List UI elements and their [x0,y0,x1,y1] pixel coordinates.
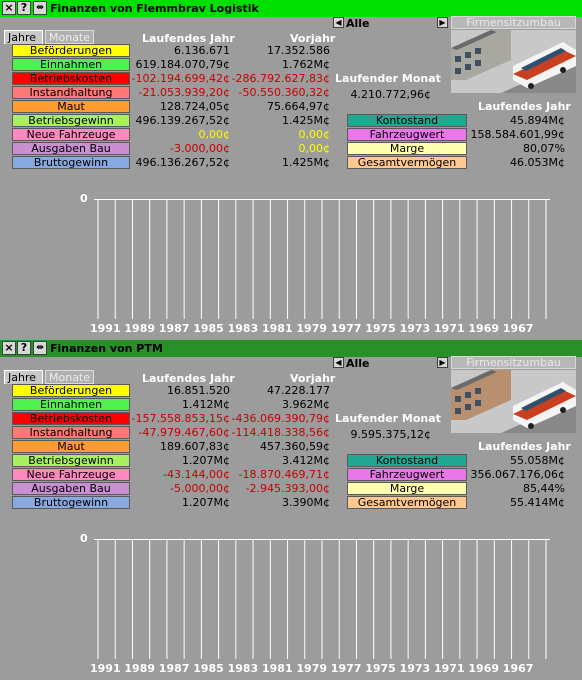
category-button[interactable]: Maut [12,440,130,453]
chart-x-tick: 1987 [158,322,190,335]
previous-year-value: -286.792.627,83¢ [231,72,330,85]
category-button[interactable]: Einnahmen [12,58,130,71]
summary-value: 80,07% [523,142,565,155]
previous-year-value: -18.870.469,71¢ [238,468,330,481]
chart-x-tick: 1981 [262,322,293,335]
category-button[interactable]: Beförderungen [12,384,130,397]
current-year-value: 128.724,05¢ [160,100,230,113]
summary-value: 55.058M¢ [510,454,565,467]
current-year-value: -5.000,00¢ [170,482,230,495]
chart-x-tick: 1975 [365,322,396,335]
chart-x-tick: 1967 [502,662,534,675]
category-button[interactable]: Neue Fahrzeuge [12,128,130,141]
current-year-header-right: Laufendes Jahr [478,100,571,113]
category-button[interactable]: Ausgaben Bau [12,142,130,155]
current-year-value: 16.851.520 [167,384,230,397]
current-year-value: -43.144,00¢ [163,468,230,481]
category-button[interactable]: Bruttogewinn [12,496,130,509]
current-year-value: -47.979.467,60¢ [138,426,230,439]
right-arrow-icon[interactable]: ▶ [437,17,448,28]
left-arrow-icon[interactable]: ◀ [333,357,344,368]
finance-chart [94,539,550,659]
chart-x-tick: 1977 [330,662,362,675]
current-month-value: 4.210.772,96¢ [350,88,431,101]
headquarters-picture [451,370,576,433]
previous-year-value: -114.418.338,56¢ [231,426,330,439]
header-previous-year: Vorjahr [290,32,336,45]
chart-x-tick: 1983 [227,322,259,335]
close-icon[interactable]: × [2,1,16,15]
summary-value: 158.584.601,99¢ [470,128,565,141]
chart-x-tick: 1985 [193,662,224,675]
header-current-year: Laufendes Jahr [142,32,235,45]
category-button[interactable]: Einnahmen [12,398,130,411]
current-year-value: 496.139.267,52¢ [135,114,230,127]
chart-x-tick: 1991 [90,322,121,335]
chart-x-tick: 1979 [296,322,328,335]
previous-year-value: 1.425M¢ [282,156,330,169]
help-icon[interactable]: ? [17,1,31,15]
current-year-value: 0,00¢ [198,128,230,141]
current-year-value: -21.053.939,20¢ [138,86,230,99]
summary-button[interactable]: Kontostand [347,114,467,127]
tab-months[interactable]: Monate [45,370,94,384]
category-button[interactable]: Instandhaltung [12,426,130,439]
category-button[interactable]: Betriebsgewinn [12,114,130,127]
left-arrow-icon[interactable]: ◀ [333,17,344,28]
current-year-value: 189.607,83¢ [160,440,230,453]
summary-value: 46.053M¢ [510,156,565,169]
chart-x-tick: 1987 [158,662,190,675]
chart-x-tick: 1967 [502,322,534,335]
previous-year-value: 3.390M¢ [282,496,330,509]
chart-x-tick: 1991 [90,662,121,675]
finance-window [0,340,582,680]
current-year-value: 496.136.267,52¢ [135,156,230,169]
category-button[interactable]: Bruttogewinn [12,156,130,169]
window-title: Finanzen von PTM [50,342,163,355]
tab-years[interactable]: Jahre [4,30,43,44]
summary-value: 45.894M¢ [510,114,565,127]
current-year-value: -157.558.853,15¢ [131,412,230,425]
chart-x-tick: 1977 [330,322,362,335]
previous-year-value: 0,00¢ [298,142,330,155]
summary-button[interactable]: Gesamtvermögen [347,156,467,169]
summary-value: 356.067.176,06¢ [470,468,565,481]
previous-year-value: 0,00¢ [298,128,330,141]
category-button[interactable]: Betriebskosten [12,72,130,85]
previous-year-value: 457.360,59¢ [260,440,330,453]
title-bar[interactable] [0,340,582,357]
chart-x-tick: 1971 [434,322,465,335]
current-year-value: 6.136.671 [174,44,230,57]
previous-year-value: 3.962M¢ [282,398,330,411]
previous-year-value: -50.550.360,32¢ [238,86,330,99]
category-button[interactable]: Instandhaltung [12,86,130,99]
category-button[interactable]: Betriebskosten [12,412,130,425]
category-button[interactable]: Maut [12,100,130,113]
current-year-value: 1.207M¢ [182,496,230,509]
chart-x-tick: 1983 [227,662,259,675]
summary-button[interactable]: Kontostand [347,454,467,467]
previous-year-value: -2.945.393,00¢ [245,482,330,495]
close-icon[interactable]: × [2,341,16,355]
category-button[interactable]: Neue Fahrzeuge [12,468,130,481]
summary-value: 55.414M¢ [510,496,565,509]
previous-year-value: 3.412M¢ [282,454,330,467]
current-month-header: Laufender Monat [335,72,441,85]
previous-year-value: 1.425M¢ [282,114,330,127]
finance-chart [94,199,550,319]
pin-icon[interactable]: ⇹ [33,341,47,355]
summary-button[interactable]: Marge [347,482,467,495]
category-dropdown[interactable]: Alle [346,357,370,370]
tab-years[interactable]: Jahre [4,370,43,384]
help-icon[interactable]: ? [17,341,31,355]
current-year-header-right: Laufendes Jahr [478,440,571,453]
chart-x-tick: 1979 [296,662,328,675]
chart-y-tick: 0 [80,192,88,205]
previous-year-value: 1.762M¢ [282,58,330,71]
category-dropdown[interactable]: Alle [346,17,370,30]
current-year-value: 1.412M¢ [182,398,230,411]
previous-year-value: 75.664,97¢ [267,100,330,113]
header-previous-year: Vorjahr [290,372,336,385]
chart-x-tick: 1989 [124,322,156,335]
current-year-value: -3.000,00¢ [170,142,230,155]
chart-x-tick: 1985 [193,322,224,335]
pin-icon[interactable]: ⇹ [33,1,47,15]
chart-x-tick: 1973 [399,662,431,675]
chart-x-tick: 1969 [468,322,500,335]
title-bar[interactable] [0,0,582,17]
current-month-value: 9.595.375,12¢ [350,428,431,441]
category-button[interactable]: Ausgaben Bau [12,482,130,495]
summary-button[interactable]: Fahrzeugwert [347,128,467,141]
current-year-value: 1.207M¢ [182,454,230,467]
right-arrow-icon[interactable]: ▶ [437,357,448,368]
previous-year-value: 17.352.586 [267,44,330,57]
chart-x-tick: 1971 [434,662,465,675]
category-button[interactable]: Betriebsgewinn [12,454,130,467]
chart-x-tick: 1989 [124,662,156,675]
category-button[interactable]: Beförderungen [12,44,130,57]
current-year-value: 619.184.070,79¢ [135,58,230,71]
chart-y-tick: 0 [80,532,88,545]
chart-x-tick: 1973 [399,322,431,335]
hq-upgrade-button[interactable]: Firmensitzumbau [451,356,576,369]
chart-x-tick: 1981 [262,662,293,675]
window-title: Finanzen von Flemmbrav Logistik [50,2,259,15]
chart-x-tick: 1969 [468,662,500,675]
previous-year-value: 47.228.177 [267,384,330,397]
summary-button[interactable]: Marge [347,142,467,155]
previous-year-value: -436.069.390,79¢ [231,412,330,425]
summary-button[interactable]: Fahrzeugwert [347,468,467,481]
current-month-header: Laufender Monat [335,412,441,425]
current-year-value: -102.194.699,42¢ [131,72,230,85]
headquarters-picture [451,30,576,93]
summary-button[interactable]: Gesamtvermögen [347,496,467,509]
tab-months[interactable]: Monate [45,30,94,44]
hq-upgrade-button[interactable]: Firmensitzumbau [451,16,576,29]
header-current-year: Laufendes Jahr [142,372,235,385]
summary-value: 85,44% [523,482,565,495]
chart-x-tick: 1975 [365,662,396,675]
